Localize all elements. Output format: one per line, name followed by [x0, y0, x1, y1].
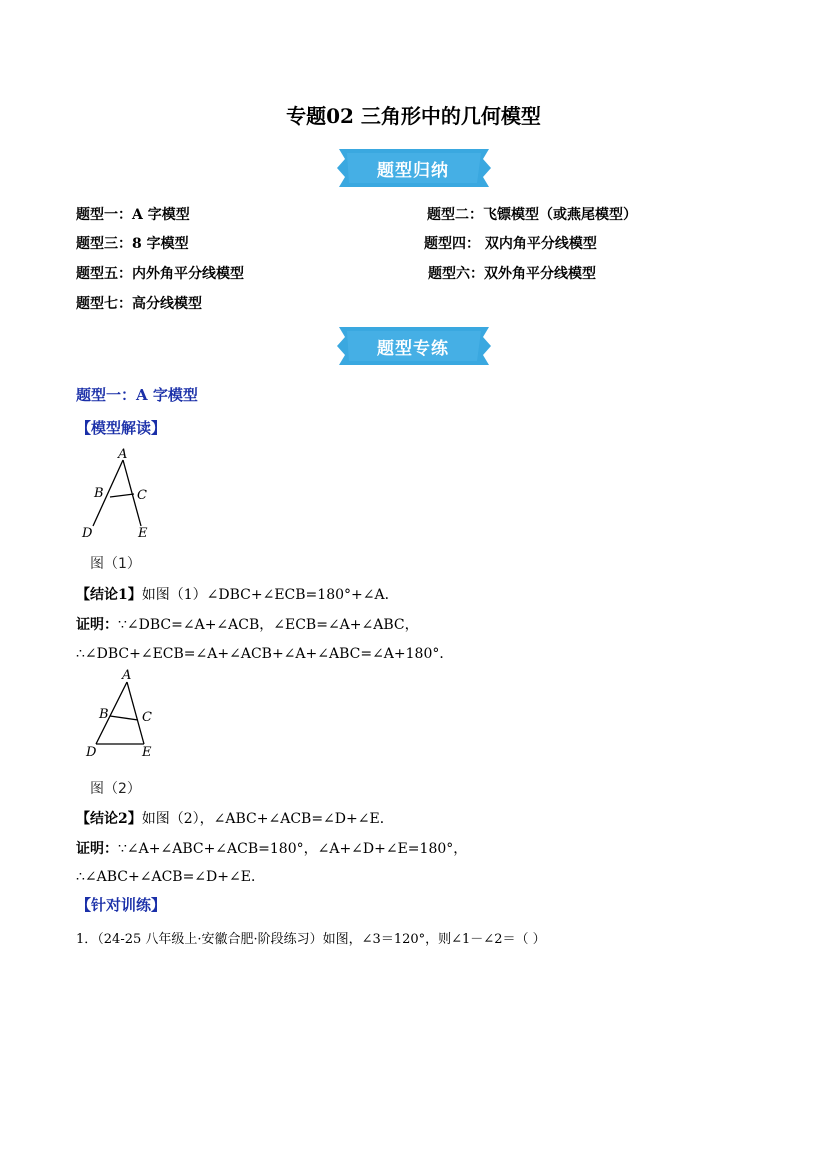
- figure-2: [80, 664, 170, 764]
- banner-practice-text: 题型专练: [377, 339, 449, 359]
- conclusion-2-label: 【结论2】: [76, 811, 142, 827]
- proof-2-step-1: ∵∠A+∠ABC+∠ACB=180°，∠A+∠D+∠E=180°，: [118, 841, 468, 857]
- proof-1-line-2: ∴∠DBC+∠ECB=∠A+∠ACB+∠A+∠ABC=∠A+180°．: [76, 646, 454, 662]
- conclusion-2-text: 如图（2），∠ABC+∠ACB=∠D+∠E．: [141, 811, 394, 827]
- fig1-label-b: B: [94, 486, 104, 501]
- toc-item-2: 题型二：飞镖模型（或燕尾模型）: [427, 207, 637, 223]
- figure-1: [76, 444, 166, 544]
- proof-2-line-1: [76, 838, 467, 858]
- question-1: [76, 928, 546, 947]
- proof-1-line-1: [76, 614, 419, 634]
- conclusion-1-label: 【结论1】: [76, 587, 142, 603]
- toc-item-6: 题型六：双外角平分线模型: [428, 266, 596, 282]
- banner-summary-text: 题型归纳: [377, 161, 449, 181]
- toc-item-4: 题型四： 双内角平分线模型: [424, 236, 597, 252]
- fig2-label-d: D: [86, 745, 97, 760]
- conclusion-1-text: 如图（1）∠DBC+∠ECB=180°+∠A．: [141, 587, 399, 603]
- toc-item-5: 题型五：内外角平分线模型: [76, 266, 244, 282]
- toc-item-7: 题型七：高分线模型: [76, 296, 202, 312]
- toc-item-1: 题型一：A 字模型: [76, 207, 190, 223]
- training-label: 【针对训练】: [76, 896, 167, 914]
- fig2-label-e: E: [142, 745, 152, 760]
- banner-practice: [333, 325, 493, 367]
- fig1-label-a: A: [118, 447, 128, 462]
- question-1-number: 1．: [76, 932, 98, 947]
- question-1-text: （24-25 八年级上·安徽合肥·阶段练习）如图，∠3＝120°，则∠1－∠2＝（ ）: [97, 932, 546, 947]
- fig2-label-a: A: [122, 668, 132, 683]
- conclusion-2: [76, 808, 394, 828]
- fig2-label-c: C: [142, 710, 152, 725]
- fig1-label-c: C: [137, 488, 147, 503]
- banner-summary: [333, 147, 493, 189]
- proof-2-label: 证明：: [76, 841, 118, 857]
- page-title: 专题02 三角形中的几何模型: [286, 104, 541, 128]
- conclusion-1: [76, 584, 399, 604]
- figure-2-caption: 图（2）: [90, 781, 141, 797]
- figure-1-caption: 图（1）: [90, 556, 141, 572]
- proof-1-label: 证明：: [76, 617, 118, 633]
- section-heading: 题型一：A 字模型: [76, 386, 198, 404]
- fig1-label-d: D: [82, 526, 93, 541]
- proof-1-step-1: ∵∠DBC=∠A+∠ACB，∠ECB=∠A+∠ABC，: [118, 617, 419, 633]
- proof-2-line-2: ∴∠ABC+∠ACB=∠D+∠E．: [76, 869, 265, 885]
- fig2-label-b: B: [99, 707, 109, 722]
- fig1-label-e: E: [138, 526, 148, 541]
- model-label: 【模型解读】: [76, 419, 167, 437]
- toc-item-3: 题型三：8 字模型: [76, 236, 189, 252]
